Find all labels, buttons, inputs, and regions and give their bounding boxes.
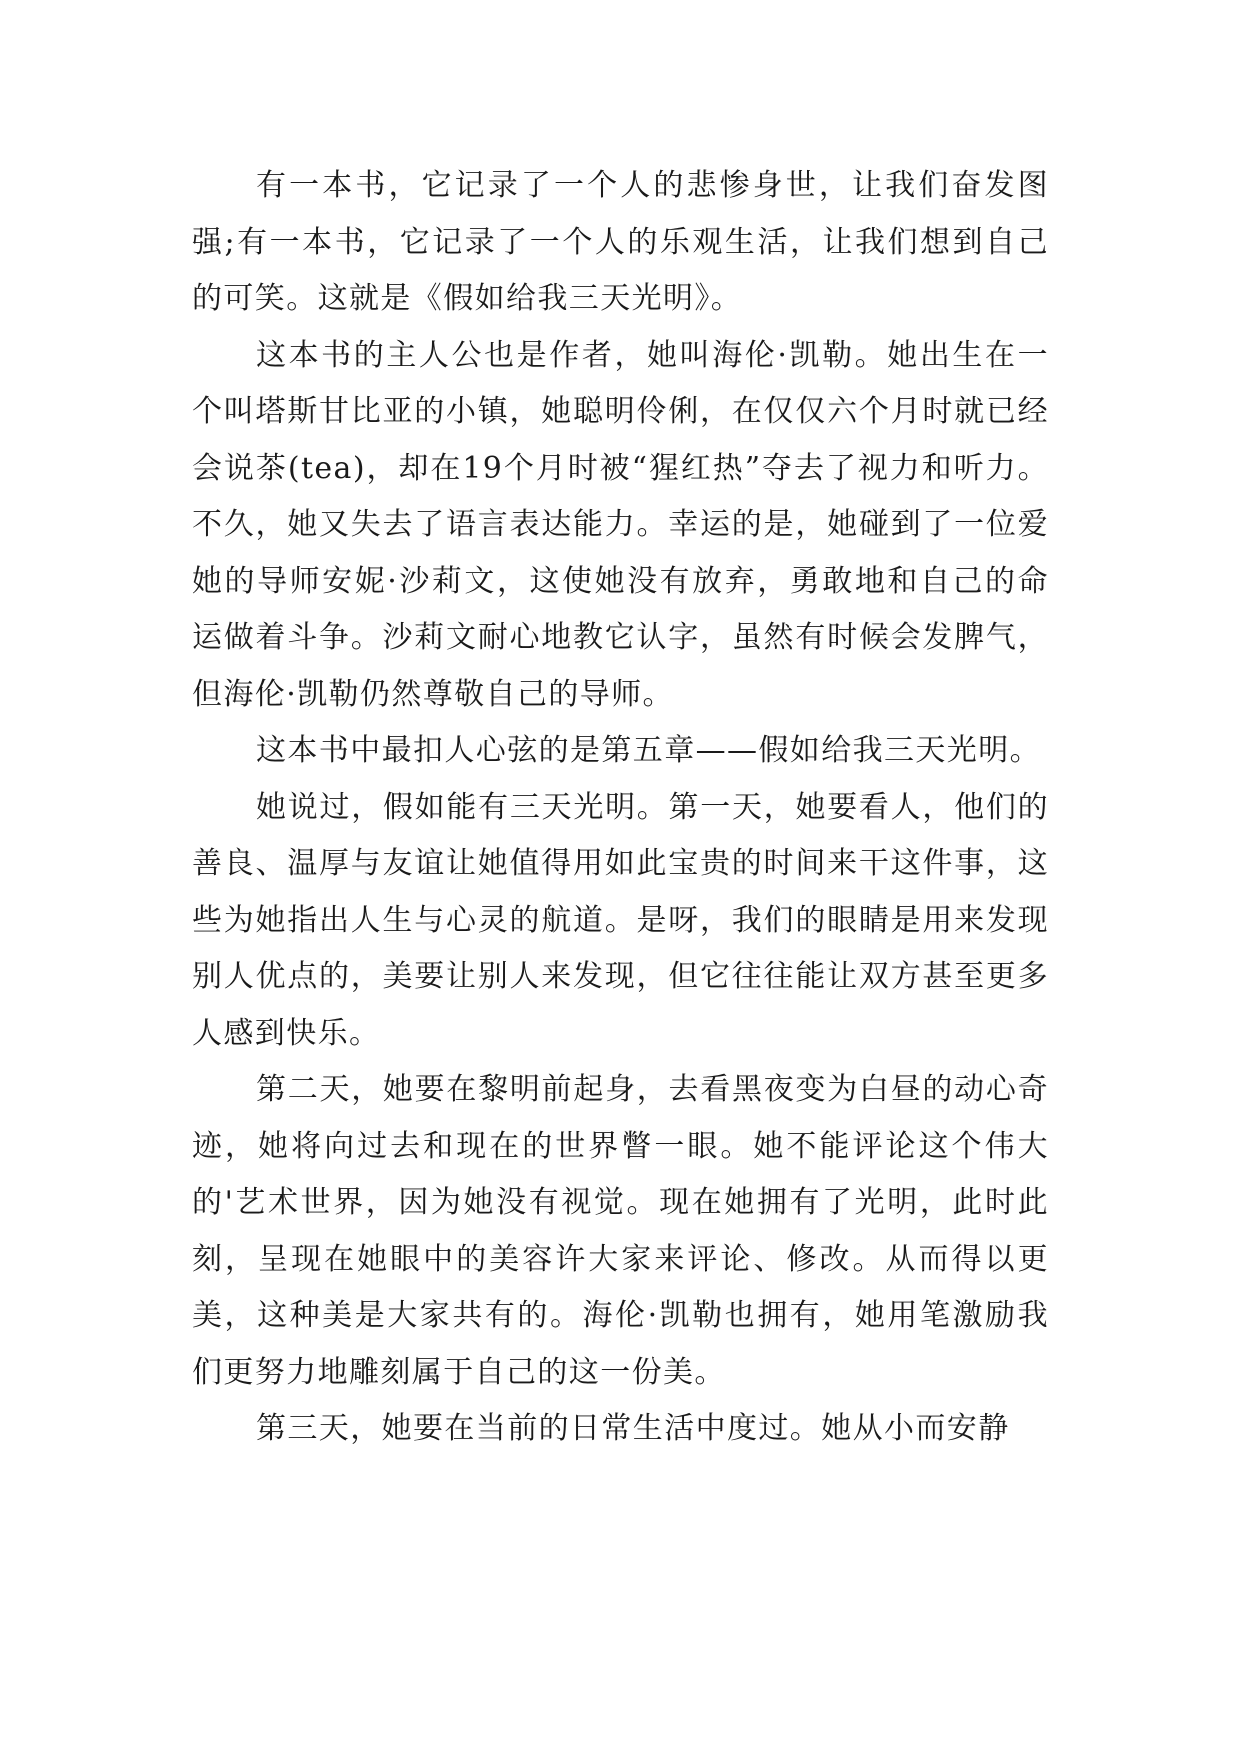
paragraph-protagonist: 这本书的主人公也是作者，她叫海伦·凯勒。她出生在一个叫塔斯甘比亚的小镇，她聪明伶俐，在仅仅六个月时就已经会说茶(tea)，却在19个月时被“猩红热”夺去了视力和听力。不久，她又失去了语言表达能力。幸运的是，她碰到了一位爱她的导师安妮·沙莉文，这使她没有放弃，勇敢地和自己的命运做着斗争。沙莉文耐心地教它认字，虽然有时候会发脾气，但海伦·凯勒仍然尊敬自己的导师。	[192, 337, 1049, 712]
document-body	[192, 158, 1049, 1458]
paragraph-second-day: 第二天，她要在黎明前起身，去看黑夜变为白昼的动心奇迹，她将向过去和现在的世界瞥一眼。她不能评论这个伟大的'艺术世界，因为她没有视觉。现在她拥有了光明，此时此刻，呈现在她眼中的美容许大家来评论、修改。从而得以更美，这种美是大家共有的。海伦·凯勒也拥有，她用笔激励我们更努力地雕刻属于自己的这一份美。	[192, 1072, 1049, 1390]
paragraph-intro: 有一本书，它记录了一个人的悲惨身世，让我们奋发图强;有一本书，它记录了一个人的乐观生活，让我们想到自己的可笑。这就是《假如给我三天光明》。	[192, 168, 1049, 316]
paragraph-chapter-five: 这本书中最扣人心弦的是第五章——假如给我三天光明。	[256, 733, 1041, 768]
paragraph-third-day: 第三天，她要在当前的日常生活中度过。她从小而安静	[256, 1411, 1010, 1446]
paragraph-first-day: 她说过，假如能有三天光明。第一天，她要看人，他们的善良、温厚与友谊让她值得用如此宝贵的时间来干这件事，这些为她指出人生与心灵的航道。是呀，我们的眼睛是用来发现别人优点的，美要让别人来发现，但它往往能让双方甚至更多人感到快乐。	[192, 789, 1049, 1051]
